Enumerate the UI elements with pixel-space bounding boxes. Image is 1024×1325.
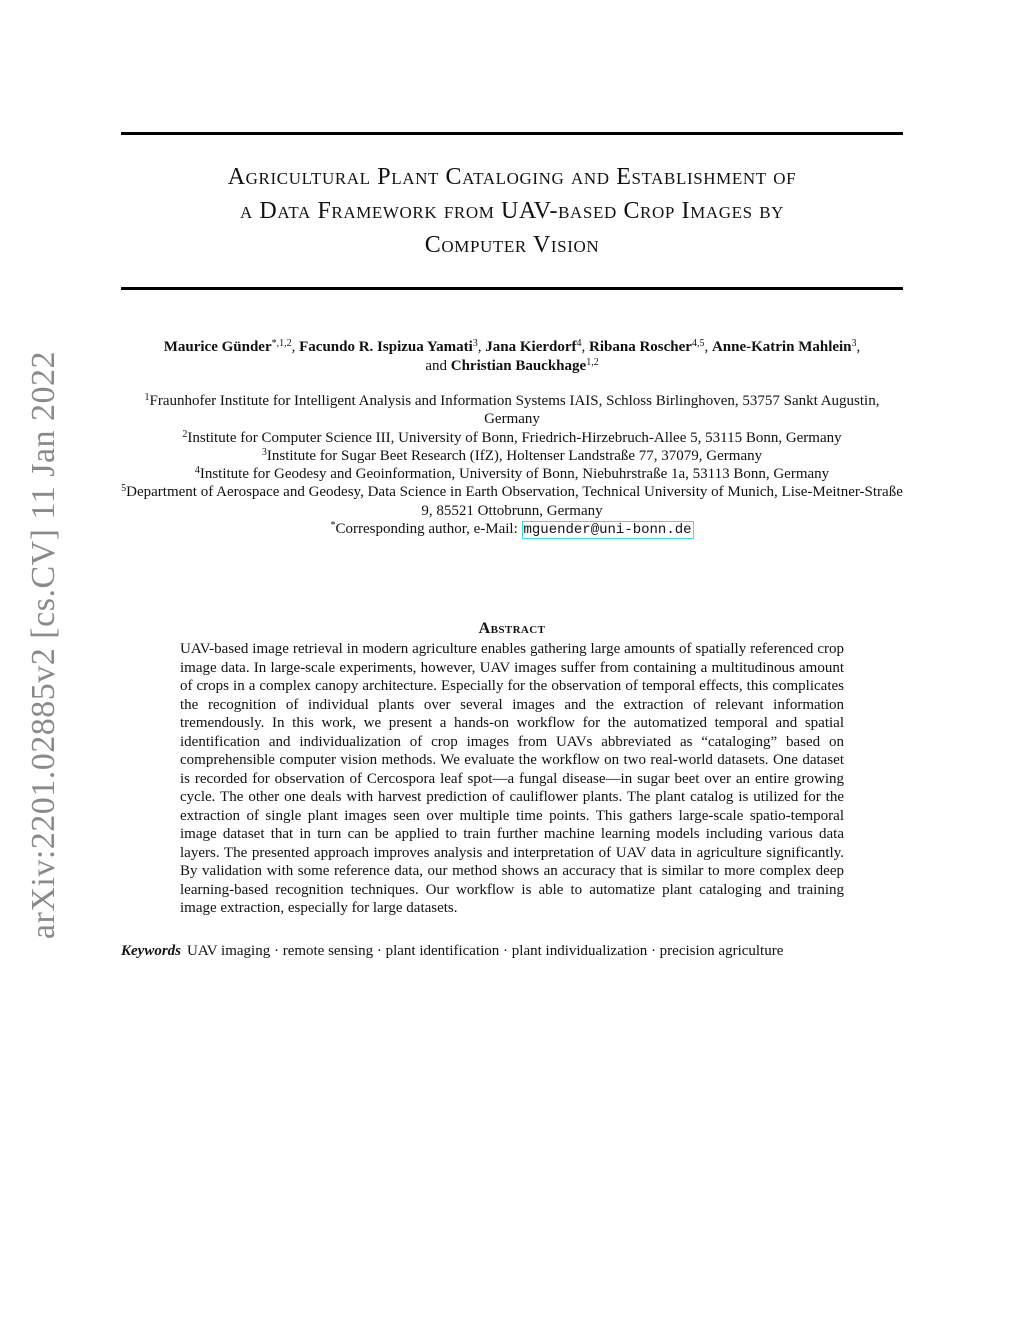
title-top-rule	[121, 132, 903, 135]
author-separator: ,	[291, 339, 300, 355]
affiliation-number: 4	[194, 465, 200, 477]
affiliation-item	[121, 447, 903, 465]
author-name: Ribana Roscher	[589, 339, 692, 355]
author-name: Jana Kierdorf	[485, 339, 577, 355]
affiliation-item	[121, 392, 903, 429]
keywords-text: UAV imaging · remote sensing · plant identification · plant individualization · precision agriculture	[187, 943, 784, 959]
title-line-1: Agricultural Plant Cataloging and Establishment of	[227, 164, 797, 190]
affiliation-number: 3	[261, 446, 267, 458]
keywords-line	[121, 942, 921, 961]
affiliation-list	[121, 392, 903, 539]
author-separator: ,	[477, 339, 486, 355]
keywords-label: Keywords	[121, 943, 181, 959]
author-name: Maurice Günder	[163, 339, 272, 355]
corresponding-text: Corresponding author, e-Mail:	[335, 521, 522, 538]
abstract-heading: Abstract	[478, 620, 546, 637]
author-name: Facundo R. Ispizua Yamati	[299, 339, 473, 355]
affiliation-number: 5	[121, 483, 127, 495]
title-bottom-rule	[121, 287, 903, 290]
affiliation-number: 2	[182, 428, 188, 440]
affiliation-text: Department of Aerospace and Geodesy, Data Science in Earth Observation, Technical University of Munich, Lise-Meitner-Straße 9, 85521 Ottobrunn, Germany	[126, 484, 903, 519]
affiliation-item	[121, 429, 903, 447]
email-link[interactable]: mguender@uni-bonn.de	[523, 522, 692, 539]
arxiv-identifier: arXiv:2201.02885v2 [cs.CV] 11 Jan 2022	[25, 350, 62, 940]
affiliation-item	[121, 483, 903, 520]
affiliation-text: Institute for Geodesy and Geoinformation, University of Bonn, Niebuhrstraße 1a, 53113 Bonn, Germany	[199, 466, 830, 483]
author-affil-marks: 4	[576, 338, 582, 349]
abstract-body: UAV-based image retrieval in modern agriculture enables gathering large amounts of spatially referenced crop image data. In large-scale experiments, however, UAV images suffer from containing a multitudinous amount of crops in a complex canopy architecture. Especially for the observation of temporal effects, this complicates the recognition of individual plants over several images and the extraction of relevant information tremendously. In this work, we present a hands-on workflow for the automatized temporal and spatial identification and individualization of crop images from UAVs abbreviated as “cataloging” based on comprehensible computer vision methods. We evaluate the workflow on two real-world datasets. One dataset is recorded for observation of Cercospora leaf spot—a fungal disease—in sugar beet over an entire growing cycle. The other one deals with harvest prediction of cauliflower plants. The plant catalog is utilized for the extraction of single plant images seen over multiple time points. This gathers large-scale spatio-temporal image dataset that in turn can be applied to train further machine learning models including various data layers. The presented approach improves analysis and interpretation of UAV data in agriculture significantly. By validation with some reference data, our method shows an accuracy that is similar to more complex deep learning-based recognition techniques. Our workflow is able to automatize plant cataloging and training image extraction, especially for large datasets.	[180, 641, 844, 916]
author-separator: ,	[581, 339, 590, 355]
author-affil-marks: 1,2	[586, 357, 599, 368]
author-affil-marks: 3	[472, 338, 478, 349]
author-conjunction: and	[425, 358, 447, 374]
title-line-3: Computer Vision	[424, 232, 600, 258]
author-affil-marks: *,1,2	[271, 338, 292, 349]
corresponding-author	[121, 520, 903, 539]
author-affil-marks: 3	[851, 338, 857, 349]
affiliation-text: Institute for Computer Science III, University of Bonn, Friedrich-Hirzebruch-Allee 5, 53115 Bonn, Germany	[187, 429, 842, 446]
author-affil-marks: 4,5	[691, 338, 705, 349]
author-separator: ,	[856, 339, 861, 355]
arxiv-sidebar	[16, 350, 72, 940]
author-list	[110, 338, 914, 376]
paper-title	[121, 160, 903, 262]
affiliation-item	[121, 465, 903, 483]
affiliation-text: Institute for Sugar Beet Research (IfZ), Holtenser Landstraße 77, 37079, Germany	[266, 447, 763, 464]
author-name: Christian Bauckhage	[450, 358, 587, 374]
title-line-2: a Data Framework from UAV-based Crop Images by	[239, 198, 785, 224]
affiliation-number: 1	[144, 392, 150, 403]
affiliation-text: Fraunhofer Institute for Intelligent Analysis and Information Systems IAIS, Schloss Birlinghoven, 53757 Sankt Augustin, Germany	[149, 393, 880, 428]
author-separator: ,	[704, 339, 712, 355]
corresponding-mark: *	[330, 520, 336, 532]
author-name: Anne-Katrin Mahlein	[711, 339, 852, 355]
